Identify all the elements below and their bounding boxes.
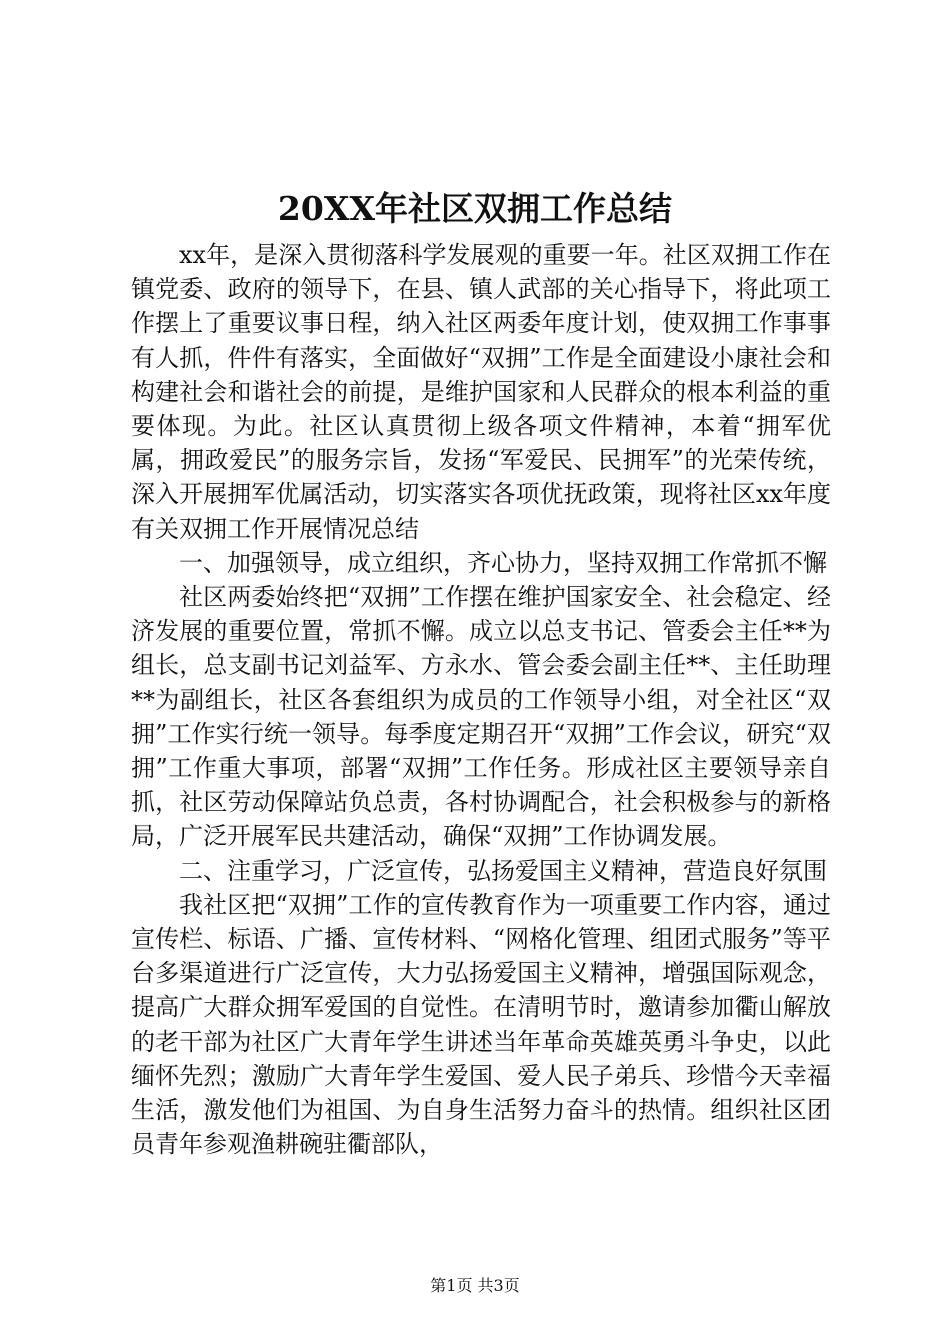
section-heading-1: 一、加强领导，成立组织，齐心协力，坚持双拥工作常抓不懈 — [179, 548, 827, 577]
document-body — [131, 238, 831, 1161]
paragraph-section-2: 我社区把“双拥”工作的宣传教育作为一项重要工作内容，通过宣传栏、标语、广播、宣传材料、“网格化管理、组团式服务”等平台多渠道进行广泛宣传，大力弘扬爱国主义精神，增强国际观念，提高广大群众拥军爱国的自觉性。在清明节时，邀请参加衢山解放的老干部为社区广大青年学生讲述当年革命英雄英勇斗争史，以此缅怀先烈；激励广大青年学生爱国、爱人民子弟兵、珍惜今天幸福生活，激发他们为祖国、为自身生活努力奋斗的热情。组织社区团员青年参观渔耕碗驻衢部队， — [131, 890, 831, 1159]
paragraph-intro: xx年，是深入贯彻落科学发展观的重要一年。社区双拥工作在镇党委、政府的领导下，在县、镇人武部的关心指导下，将此项工作摆上了重要议事日程，纳入社区两委年度计划，使双拥工作事事有人抓，件件有落实，全面做好“双拥”工作是全面建设小康社会和构建社会和谐社会的前提，是维护国家和人民群众的根本利益的重要体现。为此。社区认真贯彻上级各项文件精神，本着“拥军优属，拥政爱民”的服务宗旨，发扬“军爱民、民拥军”的光荣传统，深入开展拥军优属活动，切实落实各项优抚政策，现将社区xx年度有关双拥工作开展情况总结 — [131, 241, 831, 543]
paragraph-section-1: 社区两委始终把“双拥”工作摆在维护国家安全、社会稳定、经济发展的重要位置，常抓不懈。成立以总支书记、管委会主任**为组长，总支副书记刘益军、方永水、管会委会副主任**、主任助理**为副组长，社区各套组织为成员的工作领导小组，对全社区“双拥”工作实行统一领导。每季度定期召开“双拥”工作会议，研究“双拥”工作重大事项，部署“双拥”工作任务。形成社区主要领导亲自抓，社区劳动保障站负总责，各村协调配合，社会积极参与的新格局，广泛开展军民共建活动，确保“双拥”工作协调发展。 — [131, 583, 831, 851]
page-footer: 第1页 共3页 — [430, 1276, 520, 1295]
document-title: 20XX年社区双拥工作总结 — [277, 189, 673, 228]
section-heading-2: 二、注重学习，广泛宣传，弘扬爱国主义精神，营造良好氛围 — [179, 856, 827, 885]
